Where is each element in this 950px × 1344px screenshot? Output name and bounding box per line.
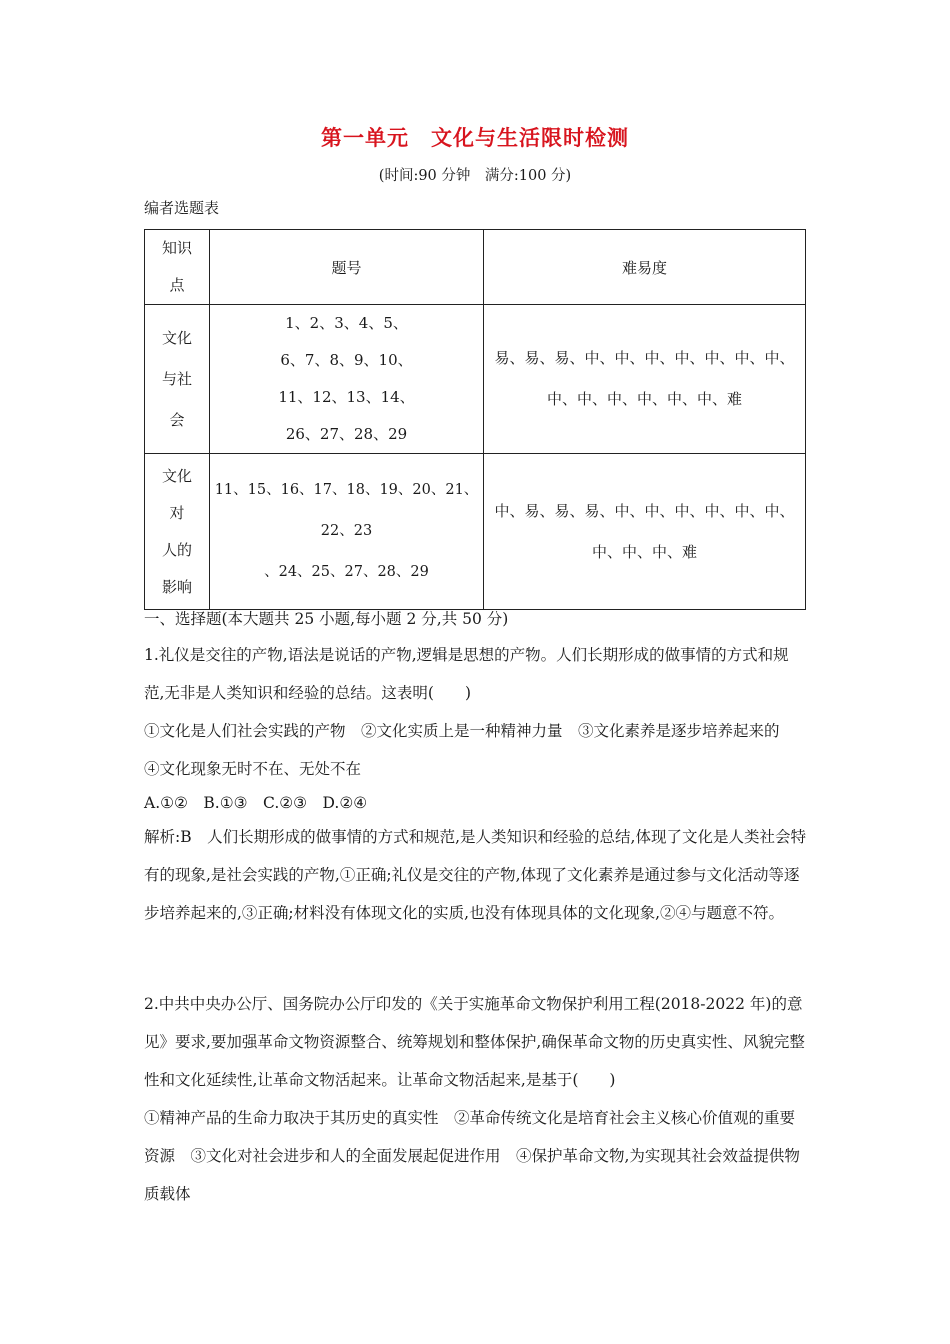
question-2 (144, 985, 809, 1213)
numbers-cell (210, 305, 484, 454)
numbers-line: 11、12、13、14、 (278, 388, 415, 406)
topic-cell (145, 454, 210, 610)
table-label: 编者选题表 (144, 199, 220, 217)
header-difficulty: 难易度 (484, 230, 806, 305)
header-line: 知识 (161, 239, 192, 257)
topic-line: 影响 (161, 577, 192, 596)
numbers-line: 26、27、28、29 (285, 425, 408, 443)
question-stem: 2.中共中央办公厅、国务院办公厅印发的《关于实施革命文物保护利用工程(2018-2022 年)的意见》要求,要加强革命文物资源整合、统筹规划和整体保护,确保革命文物的历史真实性、风貌完整性和文化延续性,让革命文物活起来。让革命文物活起来,是基于( ) (144, 995, 805, 1089)
question-analysis: 解析:B 人们长期形成的做事情的方式和规范,是人类知识和经验的总结,体现了文化是人类社会特有的现象,是社会实践的产物,①正确;礼仪是交往的产物,体现了文化素养是通过参与文化活动等逐步培养起来的,③正确;材料没有体现文化的实质,也没有体现具体的文化现象,②④与题意不符。 (144, 828, 806, 922)
numbers-line: 1、2、3、4、5、 (285, 314, 408, 332)
topic-line: 文化 (161, 328, 192, 347)
numbers-line: 、24、25、27、28、29 (264, 564, 429, 580)
difficulty-line: 易、易、易、中、中、中、中、中、中、中、 (494, 349, 795, 367)
question-statements: ①文化是人们社会实践的产物 ②文化实质上是一种精神力量 ③文化素养是逐步培养起来的 ④文化现象无时不在、无处不在 (144, 722, 796, 778)
numbers-cell (210, 454, 484, 610)
topic-line: 与社 (161, 369, 192, 388)
topic-line: 文化 (161, 466, 192, 485)
question-statements: ①精神产品的生命力取决于其历史的真实性 ②革命传统文化是培育社会主义核心价值观的重要资源 ③文化对社会进步和人的全面发展起促进作用 ④保护革命文物,为实现其社会效益提供物质载体 (144, 1109, 800, 1203)
difficulty-cell (484, 305, 806, 454)
difficulty-cell (484, 454, 806, 610)
difficulty-line: 中、中、中、中、中、中、难 (546, 390, 742, 408)
difficulty-line: 中、中、中、难 (591, 542, 697, 561)
topic-cell (145, 305, 210, 454)
header-question-numbers: 题号 (210, 230, 484, 305)
topic-line: 会 (169, 410, 185, 429)
table-row (145, 305, 806, 454)
numbers-line: 11、15、16、17、18、19、20、21、22、23 (214, 482, 479, 539)
question-options: A.①② B.①③ C.②③ D.②④ (144, 794, 368, 812)
selection-table (144, 229, 806, 610)
section-heading: 一、选择题(本大题共 25 小题,每小题 2 分,共 50 分) (144, 610, 509, 628)
page-title: 第一单元 文化与生活限时检测 (321, 126, 629, 150)
table-row (145, 454, 806, 610)
topic-line: 人的 (161, 540, 192, 559)
header-line: 点 (169, 276, 185, 294)
question-1 (144, 636, 809, 932)
numbers-line: 6、7、8、9、10、 (280, 351, 413, 369)
header-knowledge-point (145, 230, 210, 305)
difficulty-line: 中、易、易、易、中、中、中、中、中、中、 (494, 501, 795, 520)
topic-line: 对 (169, 503, 185, 522)
question-stem: 1.礼仪是交往的产物,语法是说话的产物,逻辑是思想的产物。人们长期形成的做事情的方式和规范,无非是人类知识和经验的总结。这表明( ) (144, 646, 789, 702)
exam-subtitle: (时间:90 分钟 满分:100 分) (378, 168, 572, 184)
table-header-row (145, 230, 806, 305)
